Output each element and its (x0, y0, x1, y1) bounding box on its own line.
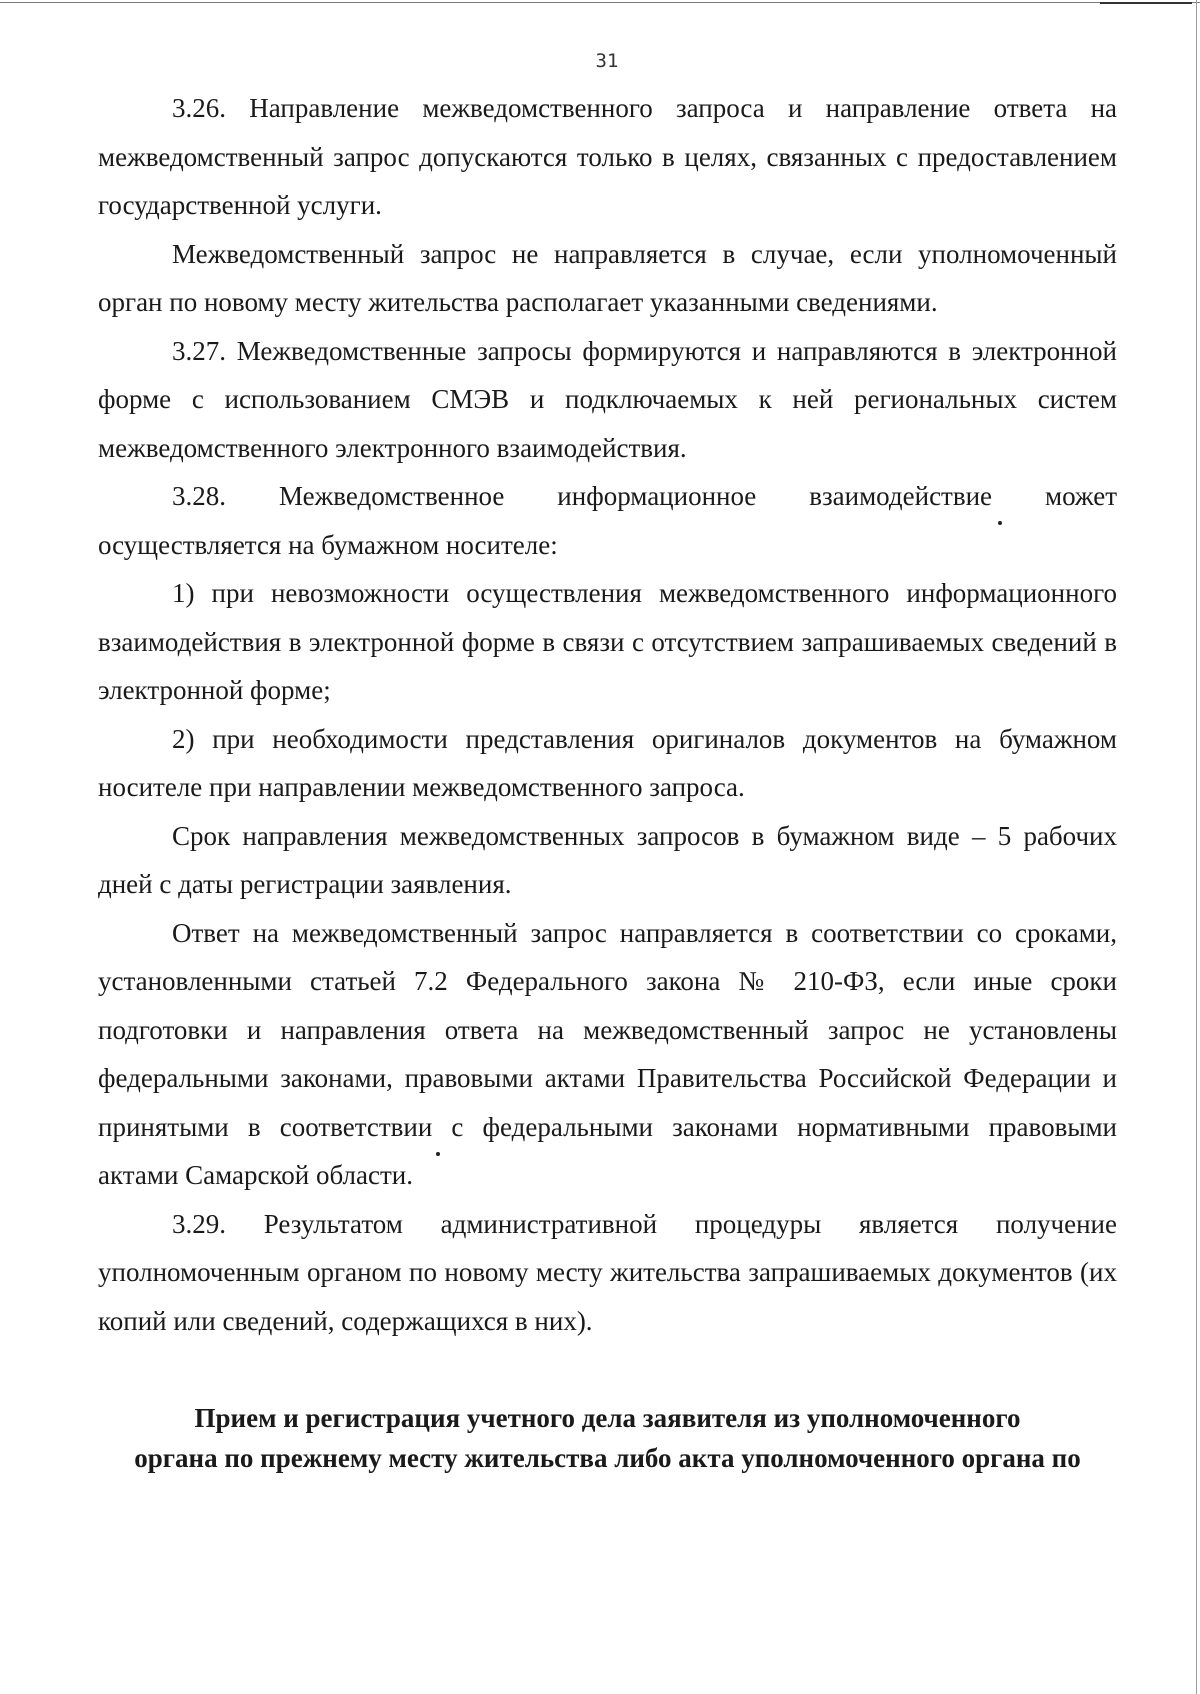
right-edge-line (1196, 0, 1197, 1694)
top-edge-mark (1100, 2, 1192, 4)
section-heading (98, 1398, 1117, 1478)
list-item-2: 2) при необходимости представления оригиналов документов на бумажном носителе при направлении межведомственного запроса. (98, 723, 1117, 802)
list-item-1: 1) при невозможности осуществления межведомственного информационного взаимодействия в электронной форме в связи с отсутствием запрашиваемых сведений в электронной форме; (98, 578, 1117, 705)
scan-speck (998, 521, 1002, 525)
paragraph-3-26: 3.26. Направление межведомственного запроса и направление ответа на межведомственный запрос допускаются только в целях, связанных с предоставлением государственной услуги. (98, 93, 1117, 220)
scan-speck (436, 1152, 440, 1156)
top-edge-line (0, 2, 1200, 3)
paragraph-3-29: 3.29. Результатом административной процедуры является получение уполномоченным органом по новому месту жительства запрашиваемых документов (их копий или сведений, содержащихся в них). (98, 1208, 1117, 1336)
document-body (98, 84, 1117, 1345)
paragraph-deadline: Срок направления межведомственных запросов в бумажном виде – 5 рабочих дней с даты регистрации заявления. (98, 820, 1117, 899)
paragraph-no-request: Межведомственный запрос не направляется в случае, если уполномоченный орган по новому месту жительства располагает указанными сведениями. (98, 238, 1117, 317)
section-heading-line-2: органа по прежнему месту жительства либо акта уполномоченного органа по (134, 1443, 1081, 1473)
paragraph-3-28: 3.28. Межведомственное информационное взаимодействие может осуществляется на бумажном носителе: (98, 481, 1117, 560)
paragraph-3-27: 3.27. Межведомственные запросы формируются и направляются в электронной форме с использованием СМЭВ и подключаемых к ней региональных систем межведомственного электронного взаимодействия. (98, 335, 1117, 463)
page-number: 31 (595, 50, 619, 72)
paragraph-response: Ответ на межведомственный запрос направляется в соответствии со сроками, установленными статьей 7.2 Федерального закона № 210-ФЗ, если иные сроки подготовки и направления ответа на межведомственный запрос не установлены федеральными законами, правовыми актами Правительства Российской Федерации и принятыми в соответствии с федеральными законами нормативными правовыми актами Самарской области. (98, 917, 1117, 1190)
section-heading-line-1: Прием и регистрация учетного дела заявителя из уполномоченного (194, 1403, 1021, 1433)
